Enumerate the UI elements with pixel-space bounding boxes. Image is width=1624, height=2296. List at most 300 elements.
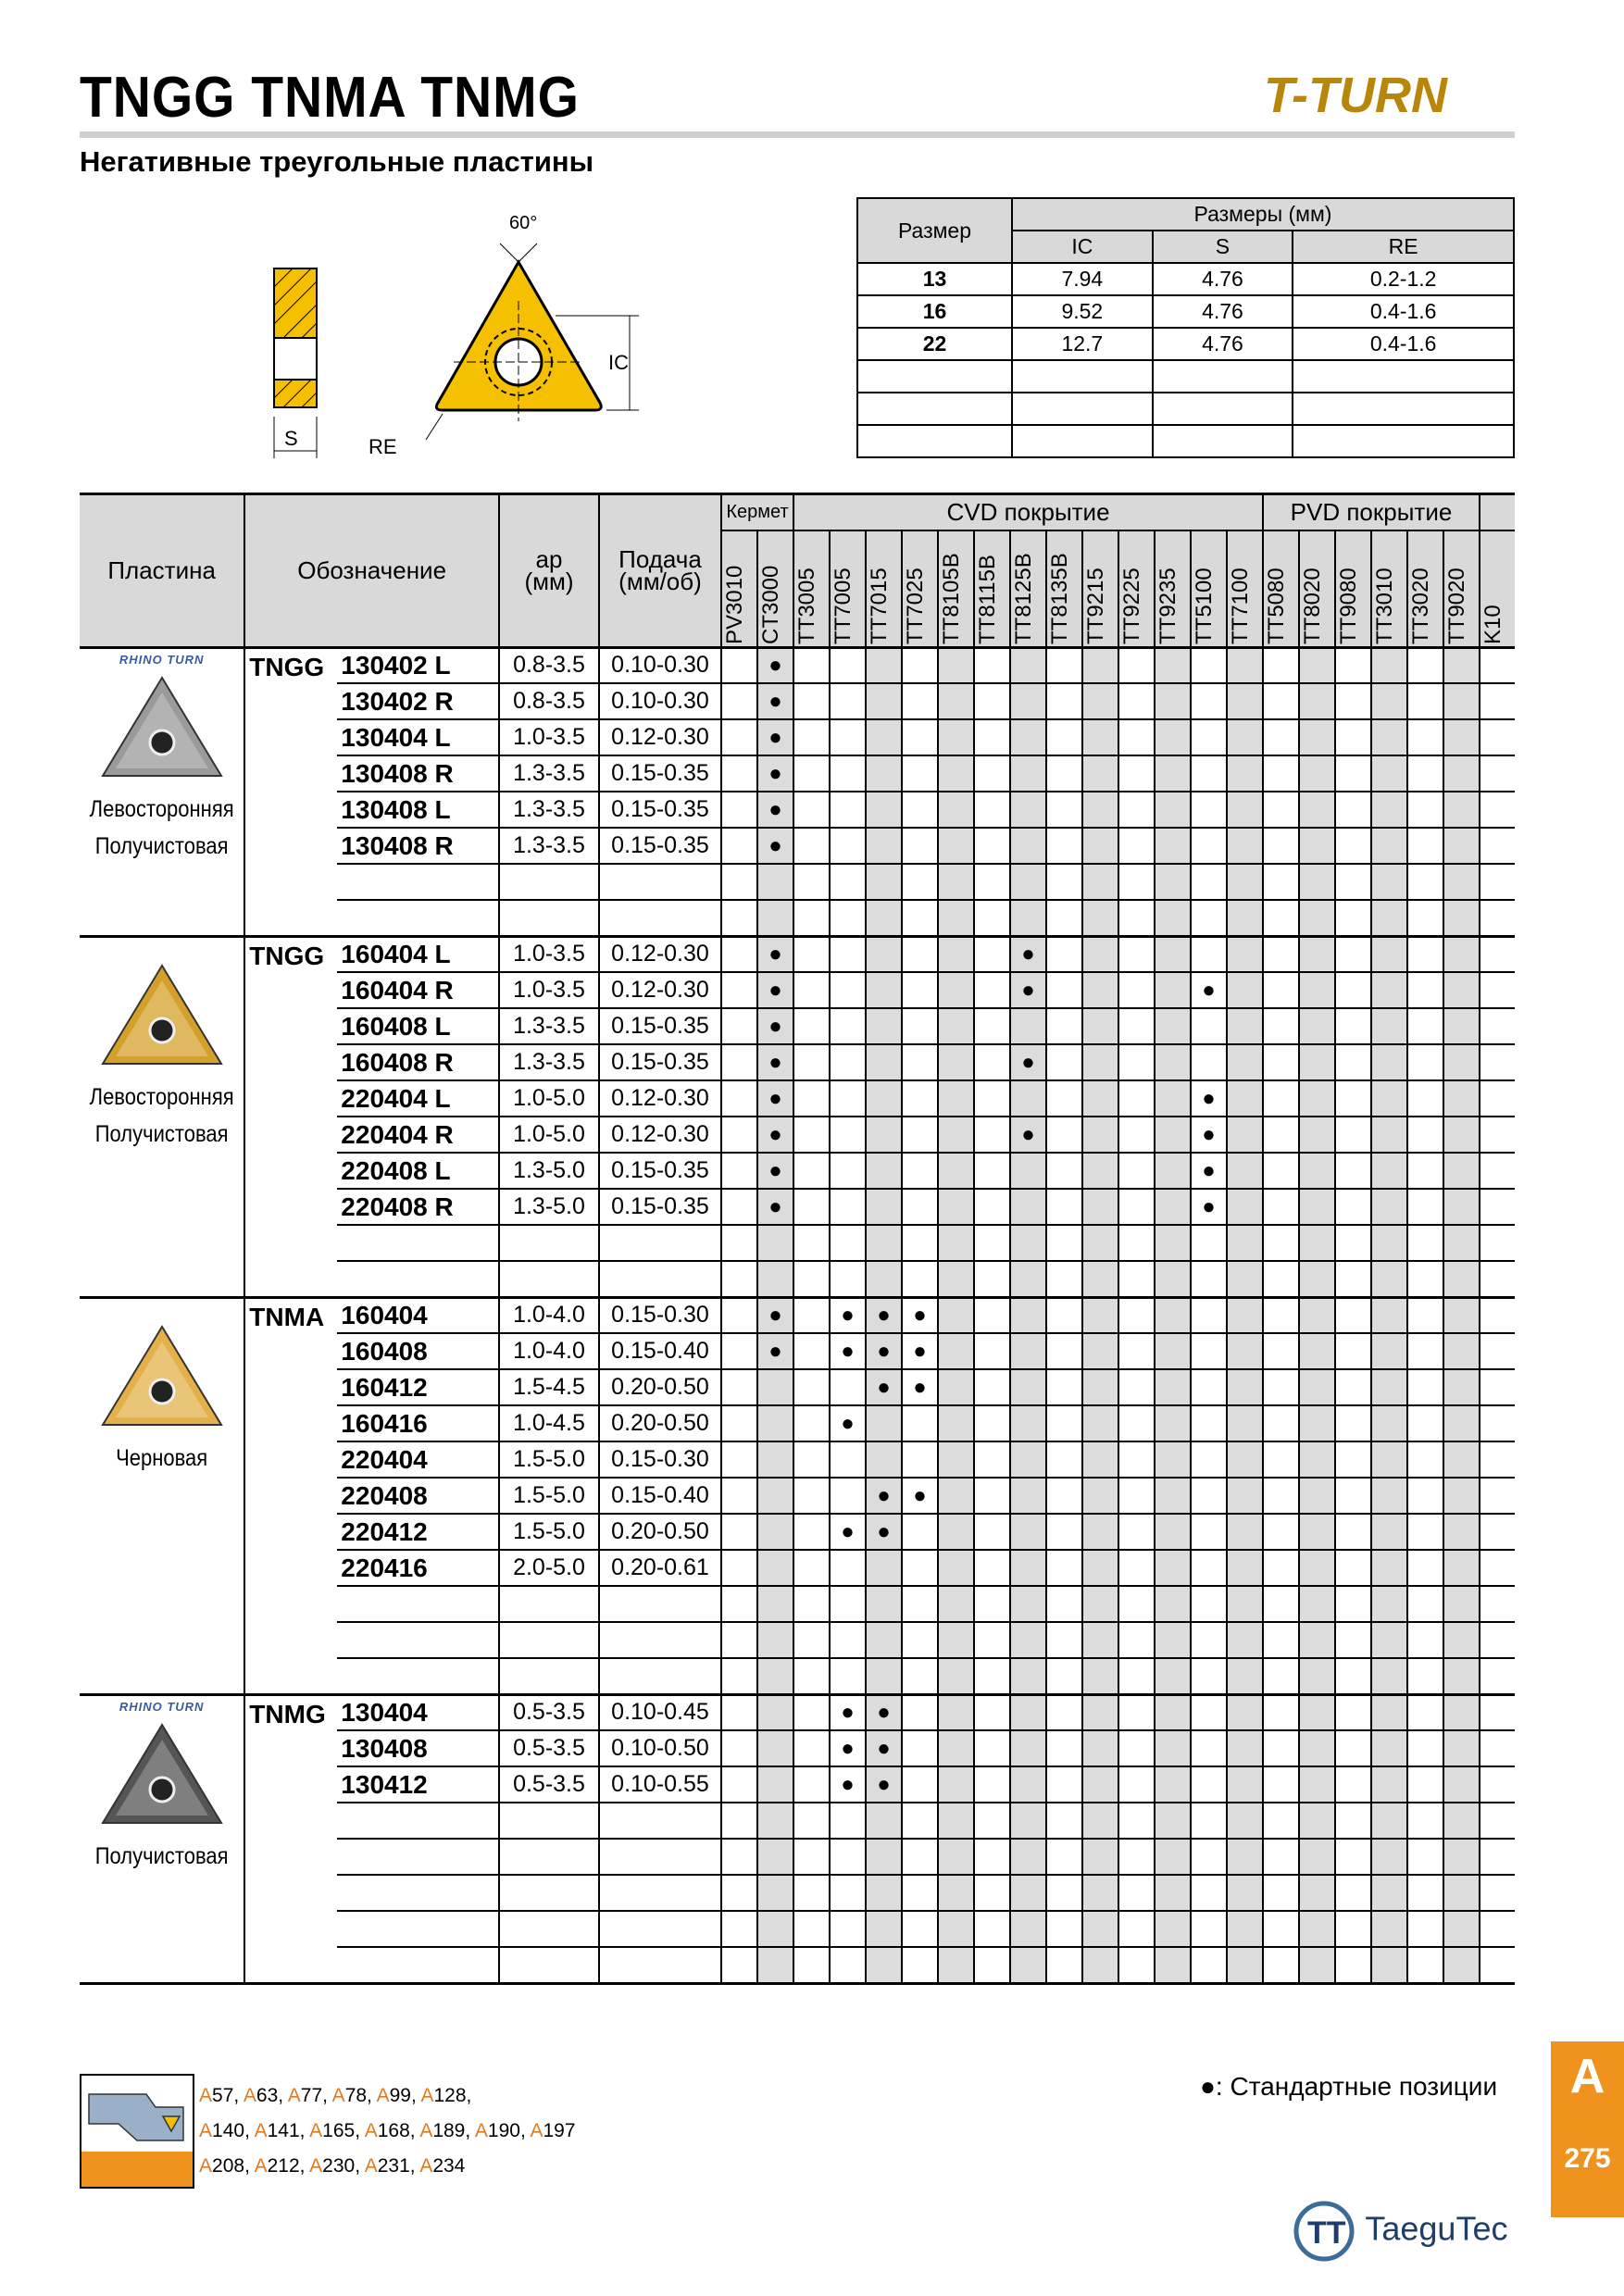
insert-code: 160416 [337, 1405, 499, 1441]
feed-value: 0.15-0.35 [599, 1008, 721, 1044]
feed-value: 0.20-0.50 [599, 1514, 721, 1550]
grade-cell-tt9215 [1082, 1225, 1118, 1261]
grade-header-k10 [1480, 530, 1515, 648]
grade-label: TT8020 [1300, 567, 1325, 644]
ref-page-link[interactable]: 99 [389, 2085, 411, 2106]
grade-cell-tt7100 [1227, 1117, 1263, 1153]
grade-cell-tt8105b [938, 1044, 974, 1080]
feed-value: 0.20-0.50 [599, 1405, 721, 1441]
grade-cell-tt3020 [1407, 755, 1443, 792]
grade-cell-k10 [1480, 1008, 1515, 1044]
grade-cell-tt9020 [1443, 900, 1480, 936]
plate-cell [80, 647, 244, 936]
grade-cell-tt9020 [1443, 1694, 1480, 1730]
grade-cell-tt8105b [938, 1225, 974, 1261]
grade-cell-tt8115b [974, 755, 1010, 792]
grade-cell-tt5100 [1191, 1369, 1227, 1405]
grade-cell-tt7025 [902, 1369, 938, 1405]
grade-cell-tt9235 [1155, 719, 1191, 755]
grade-label: TT3010 [1372, 567, 1397, 644]
grade-cell-ct3000 [757, 1333, 793, 1369]
availability-dot: ● [877, 1518, 891, 1544]
grade-cell-tt8135b [1046, 1766, 1082, 1803]
grade-cell-pv3010 [721, 1478, 757, 1514]
grade-cell-tt8135b [1046, 1730, 1082, 1766]
grade-cell-tt8105b [938, 647, 974, 683]
grade-cell-tt9215 [1082, 1839, 1118, 1875]
grade-cell-k10 [1480, 1044, 1515, 1080]
s-header: S [1153, 231, 1293, 263]
grade-cell-tt5100 [1191, 1658, 1227, 1694]
grade-cell-tt8115b [974, 1405, 1010, 1441]
ref-page-link[interactable]: 57 [212, 2085, 234, 2106]
grade-cell-tt9215 [1082, 719, 1118, 755]
grade-cell-tt7015 [866, 900, 902, 936]
grade-header-ct3000 [757, 530, 793, 648]
availability-dot: ● [877, 1482, 891, 1508]
grade-cell-pv3010 [721, 719, 757, 755]
ref-page-link[interactable]: 168 [377, 2120, 410, 2141]
grade-cell-tt7015 [866, 864, 902, 900]
grade-cell-tt9020 [1443, 1766, 1480, 1803]
grade-cell-tt9225 [1118, 1117, 1155, 1153]
ref-page-link[interactable]: 190 [487, 2120, 520, 2141]
ref-prefix: A [376, 2085, 390, 2106]
grade-header-tt8125b [1010, 530, 1046, 648]
company-name: TaeguTec [1365, 2209, 1508, 2248]
grade-cell-tt9020 [1443, 1514, 1480, 1550]
availability-dot: ● [841, 1302, 855, 1328]
grade-cell-tt7025 [902, 1008, 938, 1044]
grade-cell-tt7025 [902, 1117, 938, 1153]
grade-cell-tt7100 [1227, 1586, 1263, 1622]
grade-label: TT3005 [794, 567, 819, 644]
grade-cell-tt9235 [1155, 1622, 1191, 1658]
grade-cell-tt8020 [1299, 1153, 1335, 1189]
ref-page-link[interactable]: 128 [433, 2085, 467, 2106]
insert-code [337, 1839, 499, 1875]
insert-code [337, 1225, 499, 1261]
ref-page-link[interactable]: 208 [212, 2155, 245, 2177]
grade-cell-tt7100 [1227, 1803, 1263, 1839]
ap-value: 1.3-3.5 [499, 828, 599, 864]
grade-cell-tt8115b [974, 1153, 1010, 1189]
grade-cell-tt5080 [1263, 792, 1299, 828]
grade-cell-tt5100 [1191, 1803, 1227, 1839]
grade-cell-tt7005 [830, 936, 866, 972]
grade-cell-tt8105b [938, 1730, 974, 1766]
grade-cell-tt8020 [1299, 1694, 1335, 1730]
grade-cell-tt3010 [1371, 864, 1407, 900]
grade-header-tt5080 [1263, 530, 1299, 648]
grade-cell-tt7015 [866, 1622, 902, 1658]
grade-cell-tt9215 [1082, 1658, 1118, 1694]
grade-cell-tt3020 [1407, 864, 1443, 900]
grade-cell-tt8125b [1010, 828, 1046, 864]
reference-line: A57, A63, A77, A78, A99, A128, [199, 2085, 472, 2106]
s-label: S [284, 427, 298, 450]
grade-cell-tt8125b [1010, 1478, 1046, 1514]
grade-cell-tt9215 [1082, 828, 1118, 864]
grade-cell-tt5080 [1263, 1369, 1299, 1405]
grade-cell-tt7100 [1227, 972, 1263, 1008]
feed-value: 0.15-0.30 [599, 1297, 721, 1333]
grade-cell-ct3000 [757, 1766, 793, 1803]
grade-cell-tt7015 [866, 936, 902, 972]
grade-cell-tt9215 [1082, 683, 1118, 719]
grade-cell-tt8125b [1010, 1261, 1046, 1297]
ref-page-link[interactable]: 234 [432, 2155, 466, 2177]
grade-cell-tt8105b [938, 1008, 974, 1044]
grade-cell-tt8125b [1010, 1117, 1046, 1153]
grade-cell-k10 [1480, 900, 1515, 936]
feed-value [599, 1947, 721, 1983]
grade-label: TT9080 [1336, 567, 1361, 644]
grade-cell-tt9215 [1082, 1514, 1118, 1550]
grade-cell-tt8020 [1299, 1586, 1335, 1622]
grade-cell-ct3000 [757, 719, 793, 755]
grade-cell-tt8135b [1046, 1153, 1082, 1189]
group-pvd: PVD покрытие [1263, 494, 1480, 530]
grade-cell-tt7100 [1227, 828, 1263, 864]
grade-cell-pv3010 [721, 1189, 757, 1225]
grade-cell-tt8020 [1299, 1875, 1335, 1911]
grade-cell-pv3010 [721, 900, 757, 936]
grade-cell-tt3020 [1407, 1514, 1443, 1550]
grade-cell-tt9215 [1082, 1947, 1118, 1983]
grade-cell-tt3005 [793, 1080, 830, 1117]
grade-cell-tt9020 [1443, 1297, 1480, 1333]
insert-code: 220404 L [337, 1080, 499, 1117]
feed-value: 0.20-0.50 [599, 1369, 721, 1405]
grade-cell-tt9020 [1443, 1044, 1480, 1080]
availability-dot: ● [768, 941, 782, 967]
grade-cell-tt3020 [1407, 1658, 1443, 1694]
availability-dot: ● [768, 760, 782, 786]
grade-cell-tt9225 [1118, 1658, 1155, 1694]
grade-cell-tt8115b [974, 1803, 1010, 1839]
grade-cell-tt3005 [793, 1189, 830, 1225]
ref-page-link[interactable]: 141 [267, 2120, 300, 2141]
grade-cell-tt9225 [1118, 1586, 1155, 1622]
ap-value: 1.5-5.0 [499, 1478, 599, 1514]
grade-cell-tt8020 [1299, 1405, 1335, 1441]
availability-dot: ● [768, 1013, 782, 1039]
grade-cell-tt7005 [830, 1766, 866, 1803]
grade-cell-pv3010 [721, 864, 757, 900]
grade-cell-tt5080 [1263, 1189, 1299, 1225]
grade-cell-tt3020 [1407, 1297, 1443, 1333]
grade-cell-tt5080 [1263, 1441, 1299, 1478]
ref-page-link[interactable]: 78 [344, 2085, 368, 2106]
grade-cell-tt9225 [1118, 936, 1155, 972]
grade-cell-tt7015 [866, 1803, 902, 1839]
grade-label: TT5080 [1264, 567, 1289, 644]
grade-cell-tt8125b [1010, 1008, 1046, 1044]
feed-value [599, 1225, 721, 1261]
grade-cell-pv3010 [721, 1441, 757, 1478]
ic-header: IC [1012, 231, 1153, 263]
grade-cell-tt5080 [1263, 1839, 1299, 1875]
grade-cell-tt9225 [1118, 1080, 1155, 1117]
grade-cell-ct3000 [757, 1658, 793, 1694]
grade-cell-pv3010 [721, 1730, 757, 1766]
grade-cell-tt8105b [938, 1550, 974, 1586]
grade-cell-pv3010 [721, 1333, 757, 1369]
grade-cell-tt7025 [902, 1189, 938, 1225]
grade-header-tt3020 [1407, 530, 1443, 648]
grade-cell-k10 [1480, 1297, 1515, 1333]
ref-page-link[interactable]: 189 [432, 2120, 466, 2141]
grade-cell-tt9225 [1118, 1766, 1155, 1803]
grade-cell-pv3010 [721, 792, 757, 828]
grade-cell-pv3010 [721, 1080, 757, 1117]
availability-dot: ● [768, 1338, 782, 1364]
grade-cell-ct3000 [757, 1478, 793, 1514]
grade-cell-ct3000 [757, 1441, 793, 1478]
ap-value: 0.5-3.5 [499, 1694, 599, 1730]
grade-cell-tt8135b [1046, 1911, 1082, 1947]
grade-cell-tt5100 [1191, 1261, 1227, 1297]
ref-page-link[interactable]: 212 [267, 2155, 300, 2177]
feed-value [599, 1261, 721, 1297]
grade-label: TT9020 [1444, 567, 1469, 644]
availability-dot: ● [768, 652, 782, 678]
grade-cell-tt8115b [974, 828, 1010, 864]
grade-cell-pv3010 [721, 1586, 757, 1622]
grade-cell-tt8105b [938, 1658, 974, 1694]
company-logo [1292, 2199, 1507, 2264]
grade-cell-tt9020 [1443, 1839, 1480, 1875]
grade-cell-tt7025 [902, 1153, 938, 1189]
grade-cell-tt8115b [974, 1297, 1010, 1333]
grade-cell-tt8115b [974, 864, 1010, 900]
grade-cell-tt9020 [1443, 864, 1480, 900]
grade-cell-ct3000 [757, 792, 793, 828]
reference-pages [199, 2078, 576, 2184]
feed-value: 0.15-0.40 [599, 1333, 721, 1369]
grade-cell-tt3005 [793, 936, 830, 972]
grade-cell-tt3005 [793, 755, 830, 792]
grade-cell-tt5100 [1191, 1441, 1227, 1478]
ref-prefix: A [243, 2085, 256, 2106]
ref-page-link[interactable]: 63 [256, 2085, 279, 2106]
ap-value [499, 1586, 599, 1622]
grade-cell-tt7100 [1227, 792, 1263, 828]
grade-cell-tt5100 [1191, 1080, 1227, 1117]
grade-cell-tt7015 [866, 1947, 902, 1983]
grade-cell-k10 [1480, 1839, 1515, 1875]
ref-page-link[interactable]: 197 [543, 2120, 576, 2141]
grade-cell-tt7015 [866, 1044, 902, 1080]
grade-cell-tt3020 [1407, 683, 1443, 719]
grade-cell-tt3010 [1371, 1803, 1407, 1839]
grade-cell-pv3010 [721, 1008, 757, 1044]
grade-cell-tt3020 [1407, 1586, 1443, 1622]
grade-cell-tt8105b [938, 900, 974, 936]
grade-cell-tt7100 [1227, 1153, 1263, 1189]
grade-cell-tt9215 [1082, 792, 1118, 828]
grade-cell-tt8125b [1010, 1333, 1046, 1369]
grade-cell-tt8135b [1046, 1080, 1082, 1117]
grade-cell-tt3005 [793, 1008, 830, 1044]
reference-line: A208, A212, A230, A231, A234 [199, 2155, 466, 2177]
grade-cell-tt3020 [1407, 719, 1443, 755]
grade-header-tt3005 [793, 530, 830, 648]
grade-cell-tt9235 [1155, 1153, 1191, 1189]
grade-cell-tt9225 [1118, 1225, 1155, 1261]
insert-code [337, 864, 499, 900]
grade-cell-tt8105b [938, 1875, 974, 1911]
grade-cell-tt9080 [1335, 1839, 1371, 1875]
ref-prefix: A [199, 2155, 213, 2177]
grade-cell-pv3010 [721, 936, 757, 972]
plate-type-label: Левосторонняя [89, 1083, 234, 1110]
grade-cell-tt5080 [1263, 1008, 1299, 1044]
grade-cell-tt9225 [1118, 1189, 1155, 1225]
grade-cell-tt7015 [866, 1694, 902, 1730]
grade-cell-tt9080 [1335, 1153, 1371, 1189]
availability-dot: ● [768, 1049, 782, 1075]
brand-logo: T-TURN [1264, 68, 1447, 123]
feed-value: 0.15-0.35 [599, 1189, 721, 1225]
grade-cell-tt9215 [1082, 1622, 1118, 1658]
re-header: RE [1293, 231, 1514, 263]
grade-cell-tt7015 [866, 1766, 902, 1803]
insert-code: 220412 [337, 1514, 499, 1550]
ref-page-link[interactable]: 230 [322, 2155, 356, 2177]
ref-page-link[interactable]: 140 [212, 2120, 245, 2141]
grade-cell-tt9235 [1155, 1261, 1191, 1297]
availability-dot: ● [877, 1735, 891, 1761]
grade-cell-tt9020 [1443, 1947, 1480, 1983]
grade-cell-tt7015 [866, 1369, 902, 1405]
grade-cell-pv3010 [721, 1405, 757, 1441]
grade-cell-tt7005 [830, 1803, 866, 1839]
grade-cell-tt3010 [1371, 719, 1407, 755]
grade-cell-tt9215 [1082, 1333, 1118, 1369]
grade-cell-tt7015 [866, 828, 902, 864]
grade-cell-tt3020 [1407, 1766, 1443, 1803]
grade-cell-tt9215 [1082, 1803, 1118, 1839]
grade-cell-tt5080 [1263, 1478, 1299, 1514]
grade-cell-tt8105b [938, 683, 974, 719]
ref-page-link[interactable]: 77 [300, 2085, 323, 2106]
ap-value: 1.5-4.5 [499, 1369, 599, 1405]
availability-dot: ● [877, 1699, 891, 1725]
grade-cell-ct3000 [757, 1839, 793, 1875]
grade-cell-tt9020 [1443, 647, 1480, 683]
grade-cell-pv3010 [721, 1550, 757, 1586]
grade-header-tt7015 [866, 530, 902, 648]
grade-cell-tt9235 [1155, 1803, 1191, 1839]
ref-prefix: A [364, 2155, 378, 2177]
dims-ic: 9.52 [1012, 295, 1153, 328]
grade-cell-tt9235 [1155, 1478, 1191, 1514]
grade-cell-tt9080 [1335, 1766, 1371, 1803]
grade-cell-tt8020 [1299, 1730, 1335, 1766]
grade-cell-tt9080 [1335, 1550, 1371, 1586]
insert-code: 220416 [337, 1550, 499, 1586]
grade-cell-tt9020 [1443, 755, 1480, 792]
grade-cell-tt8105b [938, 1586, 974, 1622]
grade-cell-tt7100 [1227, 1333, 1263, 1369]
grade-cell-tt8105b [938, 1080, 974, 1117]
grade-cell-tt7005 [830, 1730, 866, 1766]
page-subtitle: Негативные треугольные пластины [80, 145, 594, 178]
grade-cell-tt7015 [866, 1658, 902, 1694]
grade-cell-tt3020 [1407, 1550, 1443, 1586]
grade-cell-tt7100 [1227, 1694, 1263, 1730]
grade-cell-tt5080 [1263, 1153, 1299, 1189]
grade-cell-k10 [1480, 1189, 1515, 1225]
grade-cell-pv3010 [721, 1153, 757, 1189]
grade-label: K10 [1480, 604, 1505, 644]
ref-page-link[interactable]: 231 [377, 2155, 410, 2177]
ref-prefix: A [364, 2120, 378, 2141]
grade-cell-tt9225 [1118, 972, 1155, 1008]
insert-code: 130402 R [337, 683, 499, 719]
plate-type-label: Левосторонняя [89, 795, 234, 822]
feed-value [599, 864, 721, 900]
grade-cell-tt8135b [1046, 1875, 1082, 1911]
dims-s: 4.76 [1153, 295, 1293, 328]
grade-cell-tt5100 [1191, 1586, 1227, 1622]
grade-cell-tt9215 [1082, 1478, 1118, 1514]
grade-cell-k10 [1480, 1514, 1515, 1550]
grade-cell-tt3020 [1407, 1225, 1443, 1261]
grade-cell-tt9020 [1443, 1225, 1480, 1261]
grade-cell-tt8105b [938, 1261, 974, 1297]
grade-cell-tt9215 [1082, 755, 1118, 792]
grade-cell-tt9235 [1155, 1008, 1191, 1044]
insert-code: 160404 L [337, 936, 499, 972]
grade-label: TT9235 [1156, 567, 1181, 644]
ref-prefix: A [254, 2155, 268, 2177]
grade-cell-tt5080 [1263, 683, 1299, 719]
grade-cell-tt9235 [1155, 1405, 1191, 1441]
ap-value: 0.8-3.5 [499, 647, 599, 683]
grade-cell-tt9020 [1443, 1153, 1480, 1189]
grade-cell-tt8020 [1299, 719, 1335, 755]
grade-cell-tt3010 [1371, 1405, 1407, 1441]
grade-cell-tt3005 [793, 900, 830, 936]
grade-cell-tt3005 [793, 1514, 830, 1550]
grade-label: TT9225 [1119, 567, 1144, 644]
plate-type-label: Получистовая [94, 832, 229, 859]
grade-cell-tt3020 [1407, 1080, 1443, 1117]
ref-page-link[interactable]: 165 [322, 2120, 356, 2141]
grade-cell-tt8125b [1010, 647, 1046, 683]
ap-value: 1.0-5.0 [499, 1117, 599, 1153]
ap-value: 1.0-3.5 [499, 972, 599, 1008]
insert-code: 130404 L [337, 719, 499, 755]
grade-cell-tt9080 [1335, 647, 1371, 683]
grade-cell-pv3010 [721, 1658, 757, 1694]
grade-cell-tt9215 [1082, 1261, 1118, 1297]
dims-ic: 7.94 [1012, 263, 1153, 295]
plate-cell [80, 1694, 244, 1983]
grade-cell-tt5100 [1191, 1153, 1227, 1189]
feed-value: 0.10-0.45 [599, 1694, 721, 1730]
grade-cell-tt8135b [1046, 1839, 1082, 1875]
grade-cell-tt5080 [1263, 1405, 1299, 1441]
grade-cell-tt8135b [1046, 936, 1082, 972]
grade-cell-tt9080 [1335, 1369, 1371, 1405]
grade-cell-tt9080 [1335, 1261, 1371, 1297]
grade-cell-tt8135b [1046, 1441, 1082, 1478]
grade-cell-tt7015 [866, 683, 902, 719]
